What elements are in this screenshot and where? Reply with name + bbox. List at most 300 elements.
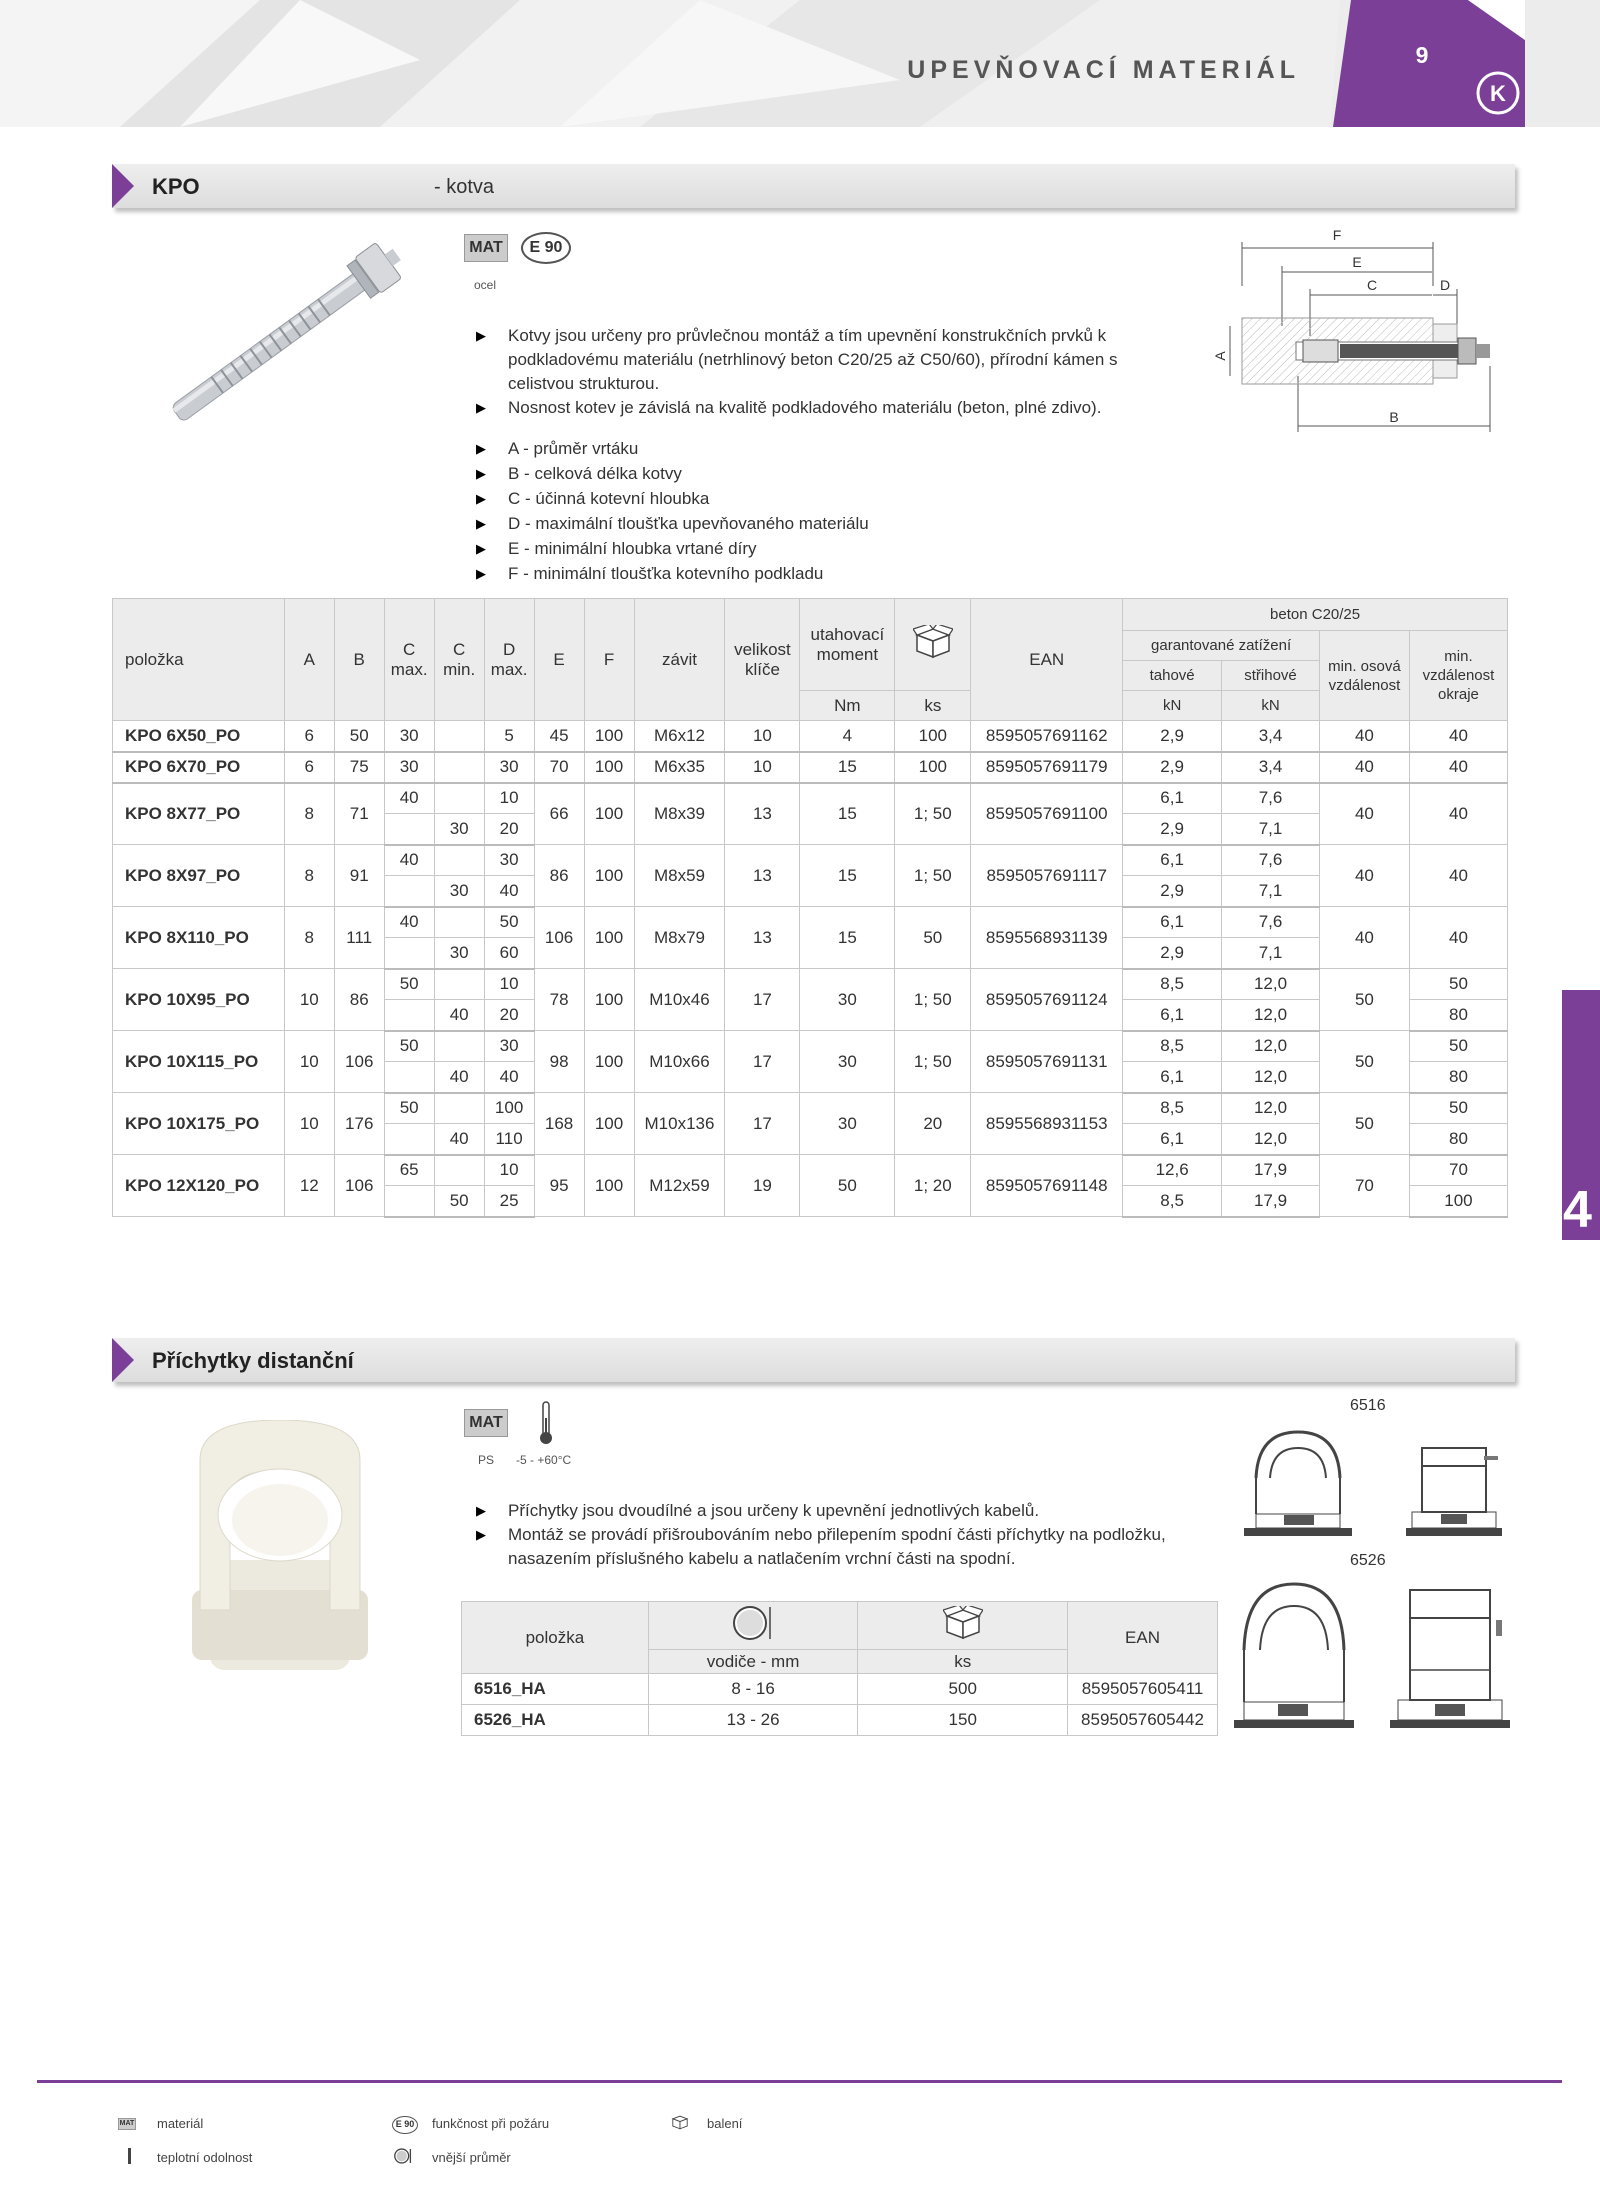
cell-ean: 8595057691117 (971, 845, 1123, 907)
section-bar-prichytky (112, 1338, 1515, 1382)
cell-nm: 15 (800, 783, 895, 845)
diagram-label-f: F (1332, 227, 1342, 243)
cell-ks: 150 (858, 1705, 1068, 1736)
header-vodice: vodiče - mm (648, 1650, 858, 1674)
dimension-legend-list (468, 436, 1168, 586)
cell-d-max: 30 (484, 1031, 534, 1062)
section-marker (112, 1338, 134, 1382)
legend-thermometer-icon (128, 2148, 131, 2164)
legend-packaging: balení (707, 2116, 743, 2131)
cell-ks: 500 (858, 1674, 1068, 1705)
cell-e: 86 (534, 845, 584, 907)
cell-osova: 40 (1319, 721, 1409, 752)
cell-strihove: 7,6 (1222, 907, 1320, 938)
cell-c-max: 40 (384, 907, 434, 938)
cell-klic: 19 (725, 1155, 800, 1217)
header-polozka: položka (113, 599, 285, 721)
cell-c-min: 30 (434, 814, 484, 845)
legend-diameter: vnější průměr (432, 2150, 511, 2165)
dimension-item: ▶ D - maximální tloušťka upevňovaného materiálu (468, 511, 1168, 536)
cell-c-max: 30 (384, 721, 434, 752)
cell-c-max: 50 (384, 969, 434, 1000)
header-a: A (284, 599, 334, 721)
cell-d-max: 30 (484, 752, 534, 783)
cell-zavit: M12x59 (634, 1155, 725, 1217)
cell-c-min (434, 1155, 484, 1186)
dimension-item: ▶ E - minimální hloubka vrtané díry (468, 536, 1168, 561)
header-zatizeni: garantované zatížení (1123, 631, 1320, 661)
cell-d-max: 20 (484, 1000, 534, 1031)
cell-okraje: 80 (1409, 1124, 1507, 1155)
cell-ean: 8595057691179 (971, 752, 1123, 783)
header-kn-strihove: kN (1222, 691, 1320, 721)
cell-d-max: 110 (484, 1124, 534, 1155)
table-row (462, 1705, 1218, 1736)
cell-c-max (384, 1062, 434, 1093)
cell-ean: 8595568931139 (971, 907, 1123, 969)
cell-nm: 30 (800, 1093, 895, 1155)
page-number: 9 (1415, 42, 1429, 68)
header-b: B (334, 599, 384, 721)
cell-b: 111 (334, 907, 384, 969)
cell-c-max: 50 (384, 1093, 434, 1124)
material-caption: ocel (474, 278, 497, 292)
header-d-max: D max. (484, 599, 534, 721)
box-icon (913, 625, 953, 659)
cell-f: 100 (584, 969, 634, 1031)
cell-tahove: 6,1 (1123, 1000, 1222, 1031)
temperature-caption: -5 - +60°C (516, 1453, 572, 1467)
cell-ks: 1; 50 (895, 783, 971, 845)
cell-zavit: M6x35 (634, 752, 725, 783)
cell-nm: 15 (800, 845, 895, 907)
cell-name: KPO 8X97_PO (113, 845, 285, 907)
table-row (113, 1031, 1508, 1062)
cell-f: 100 (584, 1093, 634, 1155)
cell-e: 66 (534, 783, 584, 845)
cell-strihove: 3,4 (1222, 721, 1320, 752)
cell-zavit: M8x39 (634, 783, 725, 845)
box-icon (943, 1606, 983, 1640)
table-row (113, 721, 1508, 752)
cell-b: 106 (334, 1031, 384, 1093)
cell-tahove: 8,5 (1123, 969, 1222, 1000)
cell-osova: 40 (1319, 752, 1409, 783)
cell-e: 95 (534, 1155, 584, 1217)
cell-c-min (434, 752, 484, 783)
cell-tahove: 6,1 (1123, 783, 1222, 814)
cell-c-max: 30 (384, 752, 434, 783)
cell-name: 6516_HA (462, 1674, 649, 1705)
anchor-dimension-diagram (1200, 226, 1500, 436)
cell-osova: 50 (1319, 1031, 1409, 1093)
cell-d-max: 50 (484, 907, 534, 938)
thermometer-icon (539, 1400, 553, 1446)
cell-d-max: 100 (484, 1093, 534, 1124)
header-tahove: tahové (1123, 661, 1222, 691)
header-packaging (895, 599, 971, 691)
cell-e: 168 (534, 1093, 584, 1155)
cell-a: 6 (284, 721, 334, 752)
cell-name: KPO 6X50_PO (113, 721, 285, 752)
diagram-label-a: A (1212, 351, 1228, 361)
cell-strihove: 7,1 (1222, 814, 1320, 845)
cell-c-min (434, 845, 484, 876)
description-item: ▶ Příchytky jsou dvoudílné a jsou určeny k upevnění jednotlivých kabelů. (468, 1499, 1168, 1523)
cell-zavit: M10x46 (634, 969, 725, 1031)
cell-ean: 8595057605442 (1068, 1705, 1218, 1736)
cell-c-max (384, 1124, 434, 1155)
section-title: KPO (152, 174, 200, 199)
cell-tahove: 8,5 (1123, 1031, 1222, 1062)
cell-tahove: 6,1 (1123, 1062, 1222, 1093)
cell-strihove: 12,0 (1222, 1124, 1320, 1155)
cell-c-min (434, 907, 484, 938)
description-item: ▶ Nosnost kotev je závislá na kvalitě podkladového materiálu (beton, plné zdivo). (468, 396, 1168, 420)
cell-okraje: 50 (1409, 1031, 1507, 1062)
description-item: ▶ Montáž se provádí přišroubováním nebo přilepením spodní části příchytky na podložku, nasazením příslušného kabelu a natlačením vrchní části na spodní. (468, 1523, 1168, 1571)
cell-e: 106 (534, 907, 584, 969)
cell-klic: 10 (725, 721, 800, 752)
table-row (113, 1093, 1508, 1124)
cell-name: KPO 10X115_PO (113, 1031, 285, 1093)
cell-c-min: 40 (434, 1062, 484, 1093)
cell-osova: 50 (1319, 1093, 1409, 1155)
header-osova: min. osová vzdálenost (1319, 631, 1409, 721)
cell-e: 45 (534, 721, 584, 752)
cell-c-max: 50 (384, 1031, 434, 1062)
legend-fire: funkčnost při požáru (432, 2116, 550, 2131)
cell-b: 106 (334, 1155, 384, 1217)
cell-a: 8 (284, 907, 334, 969)
cell-ks: 20 (895, 1093, 971, 1155)
cell-strihove: 12,0 (1222, 1000, 1320, 1031)
cell-tahove: 6,1 (1123, 1124, 1222, 1155)
cell-klic: 10 (725, 752, 800, 783)
clip-6516-drawing (1236, 1418, 1516, 1548)
cell-c-max: 65 (384, 1155, 434, 1186)
legend-temperature: teplotní odolnost (157, 2150, 253, 2165)
header-e: E (534, 599, 584, 721)
cell-c-max (384, 1186, 434, 1217)
cell-osova: 50 (1319, 969, 1409, 1031)
svg-text:K: K (1490, 81, 1506, 106)
cell-ks: 1; 50 (895, 969, 971, 1031)
cell-b: 91 (334, 845, 384, 907)
dimension-item: ▶ C - účinná kotevní hloubka (468, 486, 1168, 511)
cell-okraje: 80 (1409, 1062, 1507, 1093)
cell-a: 10 (284, 969, 334, 1031)
cell-tahove: 2,9 (1123, 814, 1222, 845)
cell-ks: 100 (895, 752, 971, 783)
cable-clip-image (170, 1420, 430, 1680)
cell-f: 100 (584, 752, 634, 783)
table-row (113, 783, 1508, 814)
cell-d-max: 10 (484, 1155, 534, 1186)
header-klic: velikost klíče (725, 599, 800, 721)
diameter-icon (730, 1603, 776, 1643)
cell-c-max (384, 1000, 434, 1031)
cell-d-max: 10 (484, 783, 534, 814)
material-icon: MAT (464, 234, 508, 262)
cell-ks: 50 (895, 907, 971, 969)
cell-d-max: 30 (484, 845, 534, 876)
cell-c-min (434, 1031, 484, 1062)
material-caption: PS (478, 1453, 495, 1467)
cell-strihove: 7,1 (1222, 938, 1320, 969)
cell-f: 100 (584, 1155, 634, 1217)
cell-d-max: 60 (484, 938, 534, 969)
cell-strihove: 7,6 (1222, 845, 1320, 876)
header-ean: EAN (1068, 1602, 1218, 1674)
cell-zavit: M8x59 (634, 845, 725, 907)
diagram-label-c: C (1366, 277, 1378, 293)
section-title: Příchytky distanční (152, 1348, 354, 1373)
header-beton: beton C20/25 (1123, 599, 1508, 631)
cell-ean: 8595057691100 (971, 783, 1123, 845)
cell-a: 8 (284, 845, 334, 907)
cell-ean: 8595057605411 (1068, 1674, 1218, 1705)
kpo-description-list (468, 324, 1168, 420)
cell-okraje: 70 (1409, 1155, 1507, 1186)
table-row (113, 845, 1508, 876)
cell-e: 70 (534, 752, 584, 783)
header-ean: EAN (971, 599, 1123, 721)
cell-osova: 40 (1319, 845, 1409, 907)
cell-a: 10 (284, 1031, 334, 1093)
header-c-max: C max. (384, 599, 434, 721)
cell-name: KPO 8X110_PO (113, 907, 285, 969)
cell-name: KPO 10X175_PO (113, 1093, 285, 1155)
cell-tahove: 2,9 (1123, 876, 1222, 907)
cell-okraje: 40 (1409, 783, 1507, 845)
diagram-label-b: B (1389, 409, 1399, 425)
legend-e90-icon: E 90 (392, 2116, 418, 2134)
cell-ks: 1; 50 (895, 845, 971, 907)
dimension-item: ▶ A - průměr vrtáku (468, 436, 1168, 461)
cell-zavit: M8x79 (634, 907, 725, 969)
cell-c-min (434, 721, 484, 752)
diagram-label-d: D (1439, 277, 1451, 293)
header-okraje: min. vzdálenost okraje (1409, 631, 1507, 721)
cell-nm: 4 (800, 721, 895, 752)
cell-a: 6 (284, 752, 334, 783)
cell-e: 98 (534, 1031, 584, 1093)
cell-strihove: 3,4 (1222, 752, 1320, 783)
table-row (462, 1674, 1218, 1705)
header-polozka: položka (462, 1602, 649, 1674)
cell-tahove: 8,5 (1123, 1093, 1222, 1124)
cell-nm: 50 (800, 1155, 895, 1217)
cell-f: 100 (584, 907, 634, 969)
cell-name: KPO 10X95_PO (113, 969, 285, 1031)
cell-strihove: 12,0 (1222, 1093, 1320, 1124)
cell-f: 100 (584, 721, 634, 752)
table-row (113, 907, 1508, 938)
cell-strihove: 12,0 (1222, 1062, 1320, 1093)
header-f: F (584, 599, 634, 721)
anchor-bolt-image (130, 232, 450, 432)
cell-ean: 8595057691124 (971, 969, 1123, 1031)
drawing-label-6516: 6516 (1350, 1397, 1386, 1414)
cell-nm: 30 (800, 969, 895, 1031)
cell-vodice: 8 - 16 (648, 1674, 858, 1705)
material-icon: MAT (464, 1409, 508, 1437)
cell-c-max (384, 938, 434, 969)
header-diameter-icon (648, 1602, 858, 1650)
cell-zavit: M10x66 (634, 1031, 725, 1093)
cell-nm: 15 (800, 752, 895, 783)
cell-okraje: 80 (1409, 1000, 1507, 1031)
cell-klic: 13 (725, 907, 800, 969)
cell-c-min: 50 (434, 1186, 484, 1217)
legend-mat-icon: MAT (118, 2118, 136, 2130)
kpo-table-body (113, 721, 1508, 1217)
cell-c-min: 30 (434, 876, 484, 907)
cell-d-max: 40 (484, 876, 534, 907)
fire-e90-icon: E 90 (521, 232, 571, 264)
cell-f: 100 (584, 1031, 634, 1093)
cell-vodice: 13 - 26 (648, 1705, 858, 1736)
header-kn-tahove: kN (1123, 691, 1222, 721)
cell-okraje: 40 (1409, 752, 1507, 783)
cell-c-max (384, 876, 434, 907)
header-moment: utahovací moment (800, 599, 895, 691)
section-bar-kpo (112, 164, 1515, 208)
header-box-icon (858, 1602, 1068, 1650)
cell-a: 10 (284, 1093, 334, 1155)
cell-d-max: 40 (484, 1062, 534, 1093)
cell-klic: 13 (725, 845, 800, 907)
cell-ean: 8595057691148 (971, 1155, 1123, 1217)
diagram-label-e: E (1352, 254, 1362, 270)
cell-ks: 1; 20 (895, 1155, 971, 1217)
cell-zavit: M6x12 (634, 721, 725, 752)
cell-c-max: 40 (384, 845, 434, 876)
header-c-min: C min. (434, 599, 484, 721)
cell-d-max: 10 (484, 969, 534, 1000)
cell-c-min (434, 969, 484, 1000)
cell-osova: 40 (1319, 907, 1409, 969)
cell-strihove: 7,6 (1222, 783, 1320, 814)
cell-ks: 1; 50 (895, 1031, 971, 1093)
kpo-spec-table (112, 598, 1508, 1218)
cell-strihove: 12,0 (1222, 1031, 1320, 1062)
cell-b: 176 (334, 1093, 384, 1155)
cell-name: KPO 12X120_PO (113, 1155, 285, 1217)
header-ks: ks (895, 691, 971, 721)
cell-strihove: 12,0 (1222, 969, 1320, 1000)
table-row (113, 969, 1508, 1000)
header-ks: ks (858, 1650, 1068, 1674)
cell-d-max: 5 (484, 721, 534, 752)
legend-material: materiál (157, 2116, 204, 2131)
cell-okraje: 100 (1409, 1186, 1507, 1217)
cell-okraje: 40 (1409, 721, 1507, 752)
cell-a: 8 (284, 783, 334, 845)
cell-tahove: 2,9 (1123, 938, 1222, 969)
cell-name: 6526_HA (462, 1705, 649, 1736)
cell-a: 12 (284, 1155, 334, 1217)
table-row (113, 1155, 1508, 1186)
cell-zavit: M10x136 (634, 1093, 725, 1155)
cell-ean: 8595057691162 (971, 721, 1123, 752)
drawing-label-6526: 6526 (1350, 1552, 1386, 1569)
cell-e: 78 (534, 969, 584, 1031)
chapter-number: 4 (1563, 1181, 1592, 1239)
header-nm: Nm (800, 691, 895, 721)
cell-tahove: 2,9 (1123, 721, 1222, 752)
legend-box-icon (671, 2114, 689, 2130)
cell-name: KPO 8X77_PO (113, 783, 285, 845)
cell-ean: 8595057691131 (971, 1031, 1123, 1093)
cell-okraje: 50 (1409, 1093, 1507, 1124)
cell-strihove: 7,1 (1222, 876, 1320, 907)
cell-ean: 8595568931153 (971, 1093, 1123, 1155)
cell-tahove: 12,6 (1123, 1155, 1222, 1186)
cell-d-max: 20 (484, 814, 534, 845)
cell-b: 75 (334, 752, 384, 783)
cell-nm: 15 (800, 907, 895, 969)
cell-klic: 17 (725, 1093, 800, 1155)
cell-c-max (384, 814, 434, 845)
cell-d-max: 25 (484, 1186, 534, 1217)
section-subtitle: - kotva (434, 176, 495, 198)
cell-tahove: 6,1 (1123, 907, 1222, 938)
cell-nm: 30 (800, 1031, 895, 1093)
cell-osova: 70 (1319, 1155, 1409, 1217)
cell-c-min: 30 (434, 938, 484, 969)
cell-klic: 17 (725, 969, 800, 1031)
prichytky-spec-table (461, 1601, 1218, 1736)
cell-klic: 17 (725, 1031, 800, 1093)
cell-c-min (434, 1093, 484, 1124)
cell-okraje: 50 (1409, 969, 1507, 1000)
table-row (113, 752, 1508, 783)
cell-c-min (434, 783, 484, 814)
cell-f: 100 (584, 783, 634, 845)
cell-strihove: 17,9 (1222, 1186, 1320, 1217)
cell-strihove: 17,9 (1222, 1155, 1320, 1186)
header-title: UPEVŇOVACÍ MATERIÁL (907, 56, 1300, 84)
header-strihove: střihové (1222, 661, 1320, 691)
section-marker (112, 164, 134, 208)
cell-b: 71 (334, 783, 384, 845)
description-item: ▶ Kotvy jsou určeny pro průvlečnou montáž a tím upevnění konstrukčních prvků k podkladovému materiálu (netrhlinový beton C20/25 až C50/60), přírodní kámen s celistvou strukturou. (468, 324, 1168, 396)
prichytky-description-list (468, 1499, 1168, 1571)
header-zavit: závit (634, 599, 725, 721)
cell-tahove: 2,9 (1123, 752, 1222, 783)
footer-divider (37, 2080, 1562, 2083)
cell-b: 86 (334, 969, 384, 1031)
cell-f: 100 (584, 845, 634, 907)
cell-osova: 40 (1319, 783, 1409, 845)
cell-tahove: 8,5 (1123, 1186, 1222, 1217)
cell-c-min: 40 (434, 1124, 484, 1155)
cell-okraje: 40 (1409, 845, 1507, 907)
cell-okraje: 40 (1409, 907, 1507, 969)
dimension-item: ▶ F - minimální tloušťka kotevního podkladu (468, 561, 1168, 586)
cell-name: KPO 6X70_PO (113, 752, 285, 783)
cell-tahove: 6,1 (1123, 845, 1222, 876)
cell-c-max: 40 (384, 783, 434, 814)
cell-b: 50 (334, 721, 384, 752)
legend-diameter-icon (393, 2147, 413, 2165)
clip-6526-drawing (1230, 1570, 1520, 1740)
dimension-item: ▶ B - celková délka kotvy (468, 461, 1168, 486)
cell-c-min: 40 (434, 1000, 484, 1031)
cell-klic: 13 (725, 783, 800, 845)
